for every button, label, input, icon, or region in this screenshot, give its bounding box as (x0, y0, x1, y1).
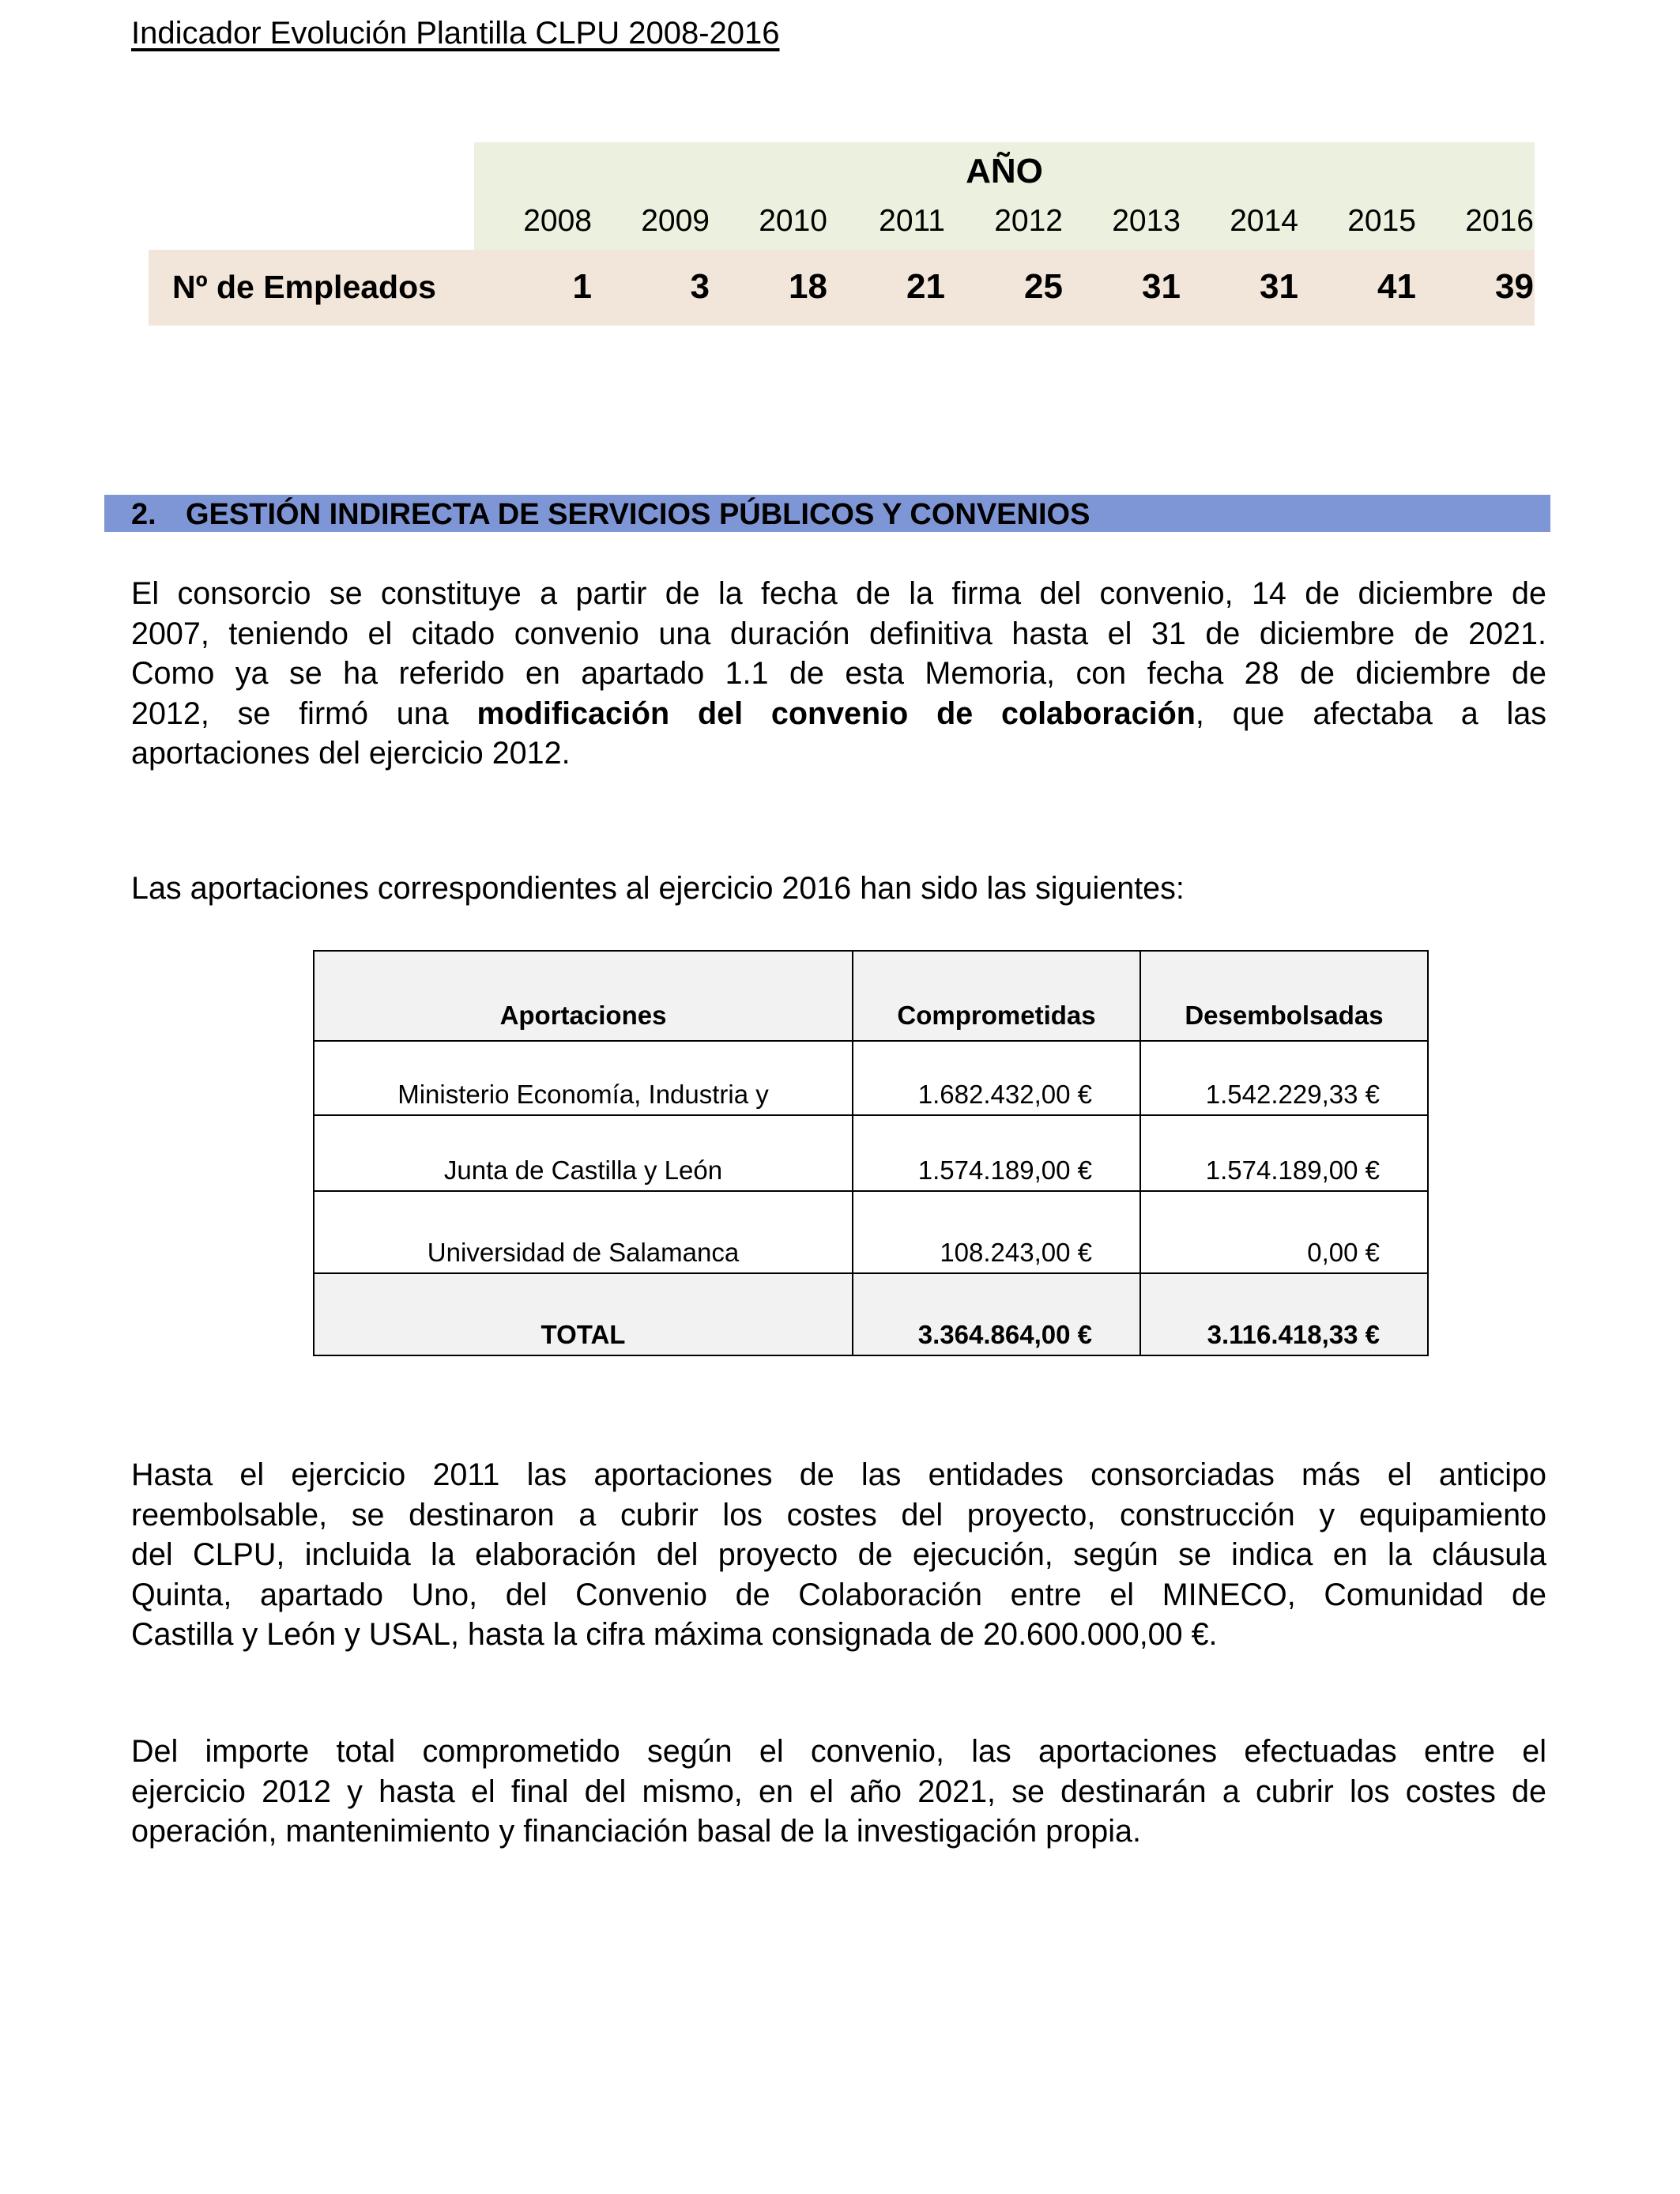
entity-name: Ministerio Economía, Industria y (397, 1080, 769, 1109)
employee-count-cell: 21 (906, 267, 945, 306)
document-title: Indicador Evolución Plantilla CLPU 2008-2016 (131, 16, 780, 51)
paragraph-line: Hasta el ejercicio 2011 las aportaciones de las entidades consorciadas más el anticipo (131, 1457, 1546, 1492)
employees-row-label: Nº de Empleados (172, 269, 436, 305)
year-cell: 2011 (879, 204, 945, 238)
paragraph-importe-total (131, 1732, 1546, 1852)
employee-count-cell: 3 (690, 267, 710, 306)
disbursed-cell: 0,00 € (1140, 1191, 1428, 1273)
year-cell: 2010 (759, 204, 827, 238)
paragraph-line: El consorcio se constituye a partir de la fecha de la firma del convenio, 14 de diciembre de (131, 576, 1546, 611)
employee-count-cell: 25 (1024, 267, 1063, 306)
year-cell: 2015 (1347, 204, 1416, 238)
total-committed: 3.364.864,00 € (853, 1273, 1140, 1355)
column-header: Desembolsadas (1140, 951, 1428, 1041)
total-disbursed: 3.116.418,33 € (1140, 1273, 1428, 1355)
paragraph-convenio (131, 574, 1546, 774)
committed-cell: 1.574.189,00 € (853, 1115, 1140, 1191)
paragraph-line: 2007, teniendo el citado convenio una duración definitiva hasta el 31 de diciembre de 2021. (131, 616, 1546, 651)
year-cell: 2014 (1230, 204, 1298, 238)
total-label: TOTAL (314, 1273, 853, 1355)
paragraph-line: Las aportaciones correspondientes al ejercicio 2016 han sido las siguientes: (131, 871, 1185, 906)
table-header-row (314, 951, 1428, 1041)
table-row (314, 1115, 1428, 1191)
paragraph-line: reembolsable, se destinaron a cubrir los costes del proyecto, construcción y equipamiento (131, 1497, 1546, 1532)
disbursed-cell: 1.574.189,00 € (1140, 1115, 1428, 1191)
year-cell: 2009 (641, 204, 710, 238)
section-heading (104, 495, 1550, 532)
paragraph-line: Como ya se ha referido en apartado 1.1 de esta Memoria, con fecha 28 de diciembre de (131, 656, 1546, 691)
paragraph-line (131, 694, 1546, 734)
table-row (314, 1191, 1428, 1273)
employees-row (149, 250, 1535, 326)
employee-count-cell: 41 (1377, 267, 1416, 306)
paragraph-line: Quinta, apartado Uno, del Convenio de Colaboración entre el MINECO, Comunidad de (131, 1577, 1546, 1612)
year-header-label: AÑO (966, 152, 1043, 190)
text-run: 2012, se firmó una (131, 696, 477, 731)
entity-cell (314, 1041, 853, 1115)
section-number: 2. (131, 498, 156, 531)
paragraph-aportaciones-intro (131, 869, 1546, 909)
employee-count-cell: 18 (789, 267, 827, 306)
text-run: , que afectaba a las (1195, 696, 1546, 731)
entity-cell: Universidad de Salamanca (314, 1191, 853, 1273)
committed-cell: 1.682.432,00 € (853, 1041, 1140, 1115)
disbursed-cell: 1.542.229,33 € (1140, 1041, 1428, 1115)
employee-count-cell: 31 (1260, 267, 1298, 306)
section-title: GESTIÓN INDIRECTA DE SERVICIOS PÚBLICOS Y CONVENIOS (186, 498, 1090, 531)
paragraph-line: ejercicio 2012 y hasta el final del mismo, en el año 2021, se destinarán a cubrir los costes de (131, 1774, 1546, 1809)
contributions-table (313, 950, 1429, 1356)
employee-count-cell: 1 (572, 267, 592, 306)
paragraph-line: Castilla y León y USAL, hasta la cifra máxima consignada de 20.600.000,00 €. (131, 1617, 1218, 1652)
paragraph-line: Del importe total comprometido según el convenio, las aportaciones efectuadas entre el (131, 1734, 1546, 1769)
entity-cell: Junta de Castilla y León (314, 1115, 853, 1191)
paragraph-line: operación, mantenimiento y financiación basal de la investigación propia. (131, 1814, 1141, 1849)
paragraph-line: del CLPU, incluida la elaboración del proyecto de ejecución, según se indica en la cláusula (131, 1537, 1546, 1572)
paragraph-hasta-2011 (131, 1455, 1546, 1655)
employee-count-cell: 31 (1142, 267, 1181, 306)
paragraph-line: aportaciones del ejercicio 2012. (131, 736, 571, 771)
year-cell: 2008 (523, 204, 592, 238)
bold-phrase: modificación del convenio de colaboración (477, 696, 1196, 731)
column-header: Comprometidas (853, 951, 1140, 1041)
column-header: Aportaciones (314, 951, 853, 1041)
total-row (314, 1273, 1428, 1355)
year-cell: 2013 (1112, 204, 1181, 238)
employees-table (149, 142, 1535, 326)
year-cell: 2012 (994, 204, 1063, 238)
committed-cell: 108.243,00 € (853, 1191, 1140, 1273)
year-cell: 2016 (1465, 204, 1534, 238)
table-row (314, 1041, 1428, 1115)
employee-count-cell: 39 (1495, 267, 1534, 306)
